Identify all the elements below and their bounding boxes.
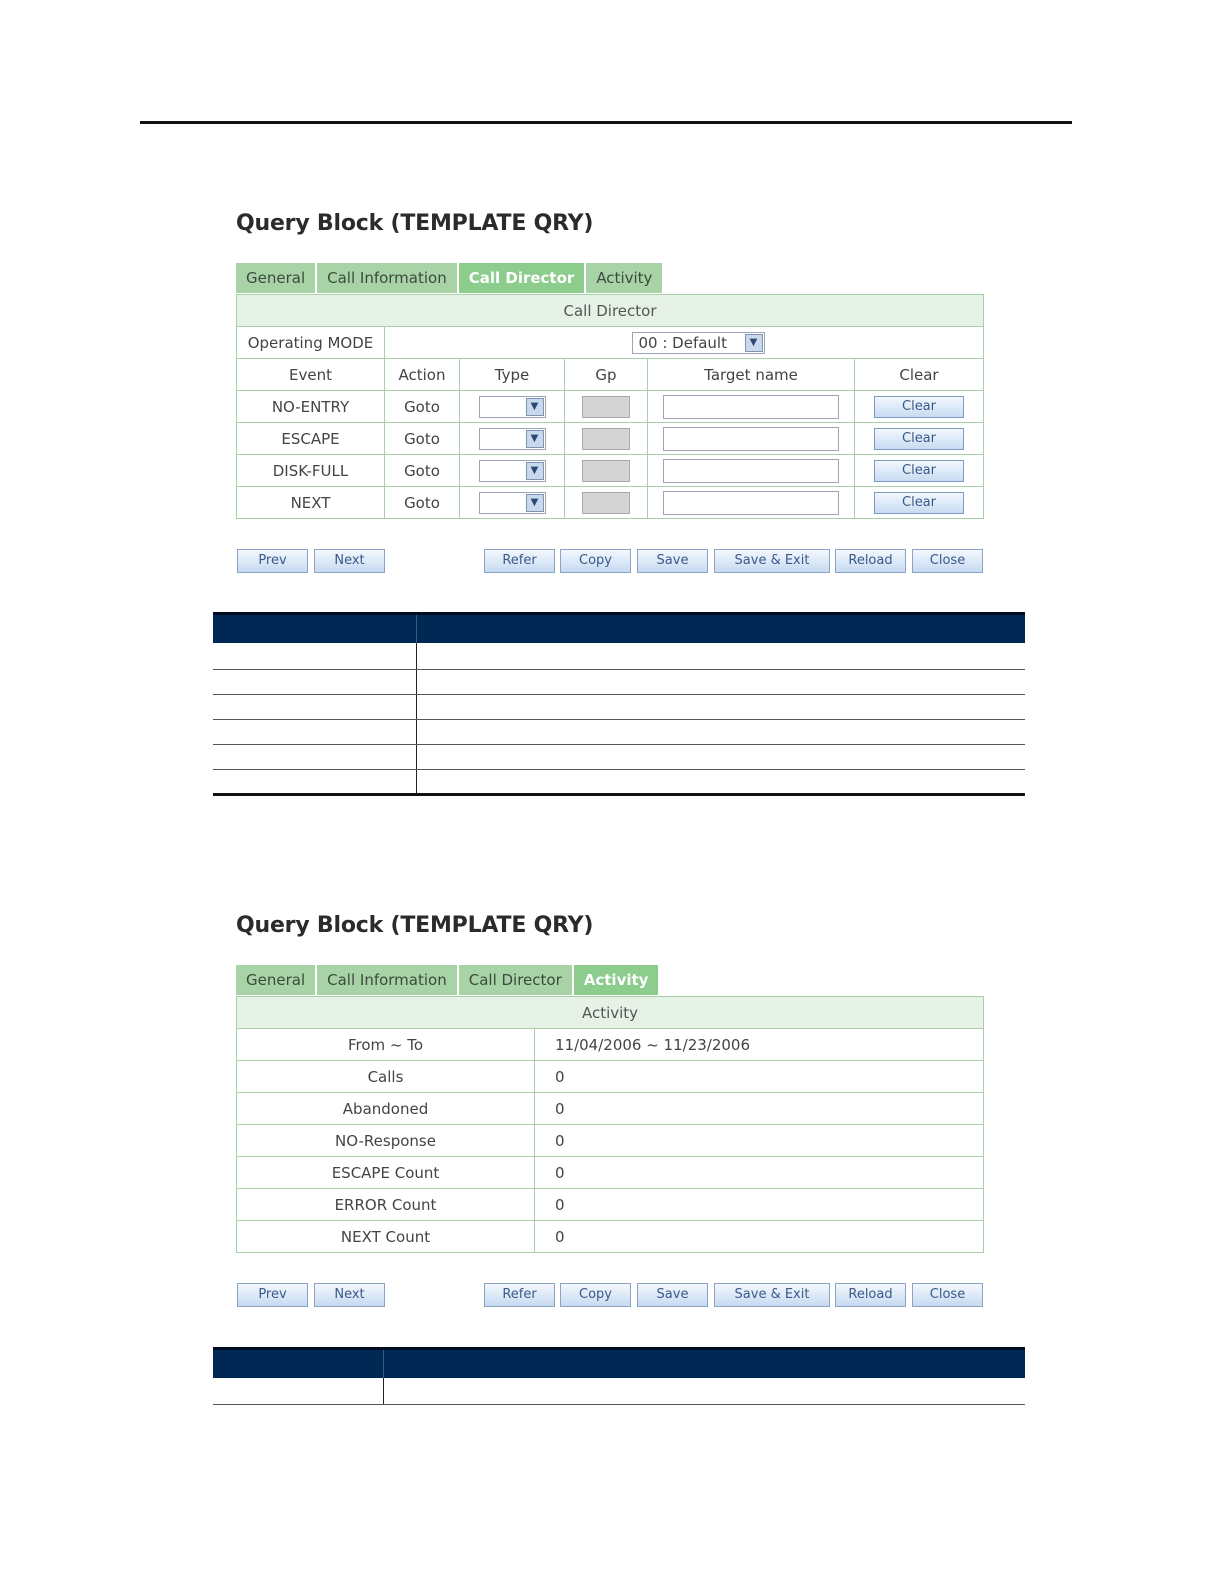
tab-call-director[interactable]: Call Director [459, 965, 574, 995]
table-row [213, 1404, 1025, 1405]
close-button[interactable]: Close [912, 549, 983, 573]
chevron-down-icon[interactable]: ▼ [745, 334, 763, 352]
event-name: NO-ENTRY [237, 391, 385, 423]
activity-label: From ~ To [237, 1029, 535, 1061]
action-button-row [236, 549, 983, 573]
prev-button[interactable]: Prev [237, 549, 308, 573]
section-header: Activity [237, 997, 984, 1029]
table-row [213, 769, 1025, 770]
panel-title: Query Block (TEMPLATE QRY) [236, 913, 594, 938]
reload-button[interactable]: Reload [835, 1283, 906, 1307]
table-row [237, 455, 984, 487]
activity-value: 0 [535, 1125, 984, 1157]
operating-mode-select[interactable] [632, 332, 765, 354]
table-row [237, 1189, 984, 1221]
tab-call-director[interactable]: Call Director [459, 263, 587, 293]
event-action: Goto [385, 391, 460, 423]
activity-value: 0 [535, 1061, 984, 1093]
event-action: Goto [385, 455, 460, 487]
tab-call-information[interactable]: Call Information [317, 965, 459, 995]
target-name-input[interactable] [663, 395, 839, 419]
table-row [237, 423, 984, 455]
tab-activity[interactable]: Activity [586, 263, 664, 293]
chevron-down-icon[interactable]: ▼ [526, 430, 544, 448]
section-header: Call Director [237, 295, 984, 327]
copy-button[interactable]: Copy [560, 549, 631, 573]
activity-label: NEXT Count [237, 1221, 535, 1253]
type-select[interactable] [479, 396, 546, 418]
table-row [213, 744, 1025, 745]
page-header-rule [140, 121, 1072, 124]
reload-button[interactable]: Reload [835, 549, 906, 573]
table-row [237, 1157, 984, 1189]
activity-table [236, 996, 984, 1253]
table-row [237, 1061, 984, 1093]
col-target-name: Target name [648, 359, 855, 391]
operating-mode-label: Operating MODE [237, 327, 385, 359]
gp-field[interactable] [582, 428, 630, 450]
activity-value: 0 [535, 1157, 984, 1189]
next-button[interactable]: Next [314, 549, 385, 573]
event-name: DISK-FULL [237, 455, 385, 487]
table-row [237, 1125, 984, 1157]
table-row [237, 391, 984, 423]
event-action: Goto [385, 487, 460, 519]
operating-mode-cell [385, 327, 984, 359]
description-table-1 [213, 612, 1025, 796]
target-name-input[interactable] [663, 491, 839, 515]
description-table-header [213, 1347, 1025, 1378]
operating-mode-value: 00 : Default [638, 333, 727, 352]
save-exit-button[interactable]: Save & Exit [714, 1283, 830, 1307]
chevron-down-icon[interactable]: ▼ [526, 494, 544, 512]
table-row [237, 1029, 984, 1061]
table-row [237, 1221, 984, 1253]
clear-button[interactable]: Clear [874, 428, 964, 450]
tab-bar [236, 263, 664, 293]
type-select[interactable] [479, 492, 546, 514]
col-clear: Clear [855, 359, 984, 391]
chevron-down-icon[interactable]: ▼ [526, 398, 544, 416]
call-director-table [236, 294, 984, 519]
refer-button[interactable]: Refer [484, 549, 555, 573]
tab-bar [236, 965, 660, 995]
activity-label: NO-Response [237, 1125, 535, 1157]
table-row [213, 669, 1025, 670]
activity-label: Calls [237, 1061, 535, 1093]
description-table-header [213, 612, 1025, 643]
table-row [213, 694, 1025, 695]
type-select[interactable] [479, 428, 546, 450]
refer-button[interactable]: Refer [484, 1283, 555, 1307]
event-action: Goto [385, 423, 460, 455]
table-row [237, 1093, 984, 1125]
table-row [213, 719, 1025, 720]
type-select[interactable] [479, 460, 546, 482]
tab-activity[interactable]: Activity [574, 965, 661, 995]
gp-field[interactable] [582, 492, 630, 514]
col-gp: Gp [565, 359, 648, 391]
clear-button[interactable]: Clear [874, 460, 964, 482]
action-button-row [236, 1283, 983, 1307]
close-button[interactable]: Close [912, 1283, 983, 1307]
target-name-input[interactable] [663, 427, 839, 451]
copy-button[interactable]: Copy [560, 1283, 631, 1307]
target-name-input[interactable] [663, 459, 839, 483]
tab-general[interactable]: General [236, 965, 317, 995]
next-button[interactable]: Next [314, 1283, 385, 1307]
activity-panel [236, 907, 983, 1312]
activity-value: 11/04/2006 ~ 11/23/2006 [535, 1029, 984, 1061]
activity-value: 0 [535, 1221, 984, 1253]
save-button[interactable]: Save [637, 549, 708, 573]
activity-value: 0 [535, 1093, 984, 1125]
table-row [237, 487, 984, 519]
event-name: ESCAPE [237, 423, 385, 455]
description-table-2 [213, 1347, 1025, 1407]
col-action: Action [385, 359, 460, 391]
gp-field[interactable] [582, 396, 630, 418]
tab-call-information[interactable]: Call Information [317, 263, 459, 293]
col-event: Event [237, 359, 385, 391]
tab-general[interactable]: General [236, 263, 317, 293]
clear-button[interactable]: Clear [874, 396, 964, 418]
activity-label: ERROR Count [237, 1189, 535, 1221]
save-button[interactable]: Save [637, 1283, 708, 1307]
call-director-panel [236, 205, 983, 580]
prev-button[interactable]: Prev [237, 1283, 308, 1307]
chevron-down-icon[interactable]: ▼ [526, 462, 544, 480]
activity-label: Abandoned [237, 1093, 535, 1125]
col-type: Type [460, 359, 565, 391]
activity-label: ESCAPE Count [237, 1157, 535, 1189]
clear-button[interactable]: Clear [874, 492, 964, 514]
gp-field[interactable] [582, 460, 630, 482]
activity-value: 0 [535, 1189, 984, 1221]
event-name: NEXT [237, 487, 385, 519]
save-exit-button[interactable]: Save & Exit [714, 549, 830, 573]
panel-title: Query Block (TEMPLATE QRY) [236, 211, 594, 236]
